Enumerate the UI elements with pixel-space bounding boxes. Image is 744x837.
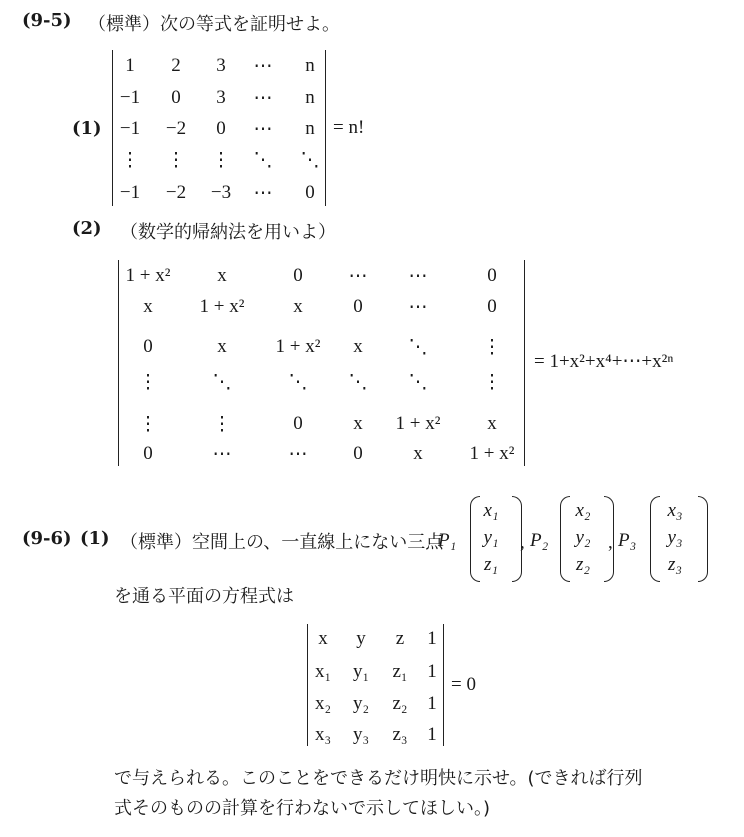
m1-entry-r1-c3: 3 [216, 55, 226, 76]
m1-entry-r4-c1: ⋮ [120, 150, 140, 171]
m3-entry-r1-c4: 1 [427, 628, 437, 649]
m2-entry-r3-c2: x [217, 336, 227, 357]
det2-right-bar [524, 260, 525, 466]
point-2-left-paren [560, 496, 570, 582]
m1-entry-r5-c3: −3 [210, 182, 232, 203]
part-1-label: (1) [72, 118, 102, 139]
m2-entry-r5-c1: ⋮ [138, 414, 158, 435]
m2-entry-r4-c4: ⋱ [348, 372, 368, 393]
problem-9-6-part-1-label: (1) [80, 528, 110, 549]
m2-entry-r5-c6: x [487, 413, 497, 434]
point-3-right-paren [698, 496, 708, 582]
m2-entry-r4-c5: ⋱ [408, 372, 428, 393]
m2-entry-r1-c4: ⋯ [348, 266, 368, 287]
det1-rhs: = n! [333, 117, 365, 138]
m3-entry-r1-c2: y [356, 628, 366, 649]
point-2-coord-1: x₂ [575, 500, 591, 521]
m2-entry-r6-c2: ⋯ [212, 444, 232, 465]
m2-entry-r2-c2: 1 + x² [199, 296, 245, 317]
m1-entry-r2-c2: 0 [171, 87, 181, 108]
m1-entry-r5-c5: 0 [305, 182, 315, 203]
m2-entry-r5-c3: 0 [293, 413, 303, 434]
problem-9-6-statement: （標準）空間上の、一直線上にない三点 [120, 532, 444, 553]
m1-entry-r3-c5: n [305, 118, 315, 139]
m2-entry-r6-c4: 0 [353, 443, 363, 464]
m3-entry-r2-c1: x₁ [314, 661, 332, 682]
m2-entry-r6-c5: x [413, 443, 423, 464]
m2-entry-r6-c6: 1 + x² [469, 443, 515, 464]
m2-entry-r6-c1: 0 [143, 443, 153, 464]
part-2-note: （数学的帰納法を用いよ） [120, 222, 336, 243]
point-2-coord-3: z₂ [576, 554, 590, 575]
point-1-coord-1: x₁ [483, 500, 499, 521]
m1-entry-r1-c5: n [305, 55, 315, 76]
det1-right-bar [325, 50, 326, 206]
det3-right-bar [443, 624, 444, 746]
m1-entry-r4-c2: ⋮ [166, 150, 186, 171]
m1-entry-r2-c5: n [305, 87, 315, 108]
point-3-coord-2: y₃ [667, 527, 683, 548]
m2-entry-r3-c3: 1 + x² [275, 336, 321, 357]
m2-entry-r2-c5: ⋯ [408, 297, 428, 318]
point-2-coord-2: y₂ [575, 527, 591, 548]
part-2-label: (2) [72, 218, 102, 239]
point-separator-2: , [520, 532, 525, 553]
problem-9-6-label: (9-6) [22, 528, 72, 549]
m1-entry-r5-c4: ⋯ [253, 183, 273, 204]
m2-entry-r4-c3: ⋱ [288, 372, 308, 393]
m1-entry-r2-c3: 3 [216, 87, 226, 108]
m1-entry-r2-c1: −1 [119, 87, 141, 108]
m3-entry-r3-c2: y₂ [352, 693, 370, 714]
m3-entry-r4-c4: 1 [427, 724, 437, 745]
det2-rhs: = 1+x²+x⁴+⋯+x²ⁿ [534, 351, 674, 372]
problem-9-5-label: (9-5) [22, 10, 72, 31]
m2-entry-r3-c6: ⋮ [482, 337, 502, 358]
m1-entry-r1-c1: 1 [125, 55, 135, 76]
point-name-1: P₁ [438, 530, 457, 551]
det3-rhs: = 0 [451, 674, 476, 695]
m3-entry-r1-c1: x [318, 628, 328, 649]
m1-entry-r1-c2: 2 [171, 55, 181, 76]
point-3-coord-3: z₃ [668, 554, 682, 575]
m2-entry-r4-c6: ⋮ [482, 372, 502, 393]
m3-entry-r4-c3: z₃ [392, 724, 408, 745]
point-3-left-paren [650, 496, 660, 582]
m2-entry-r5-c2: ⋮ [212, 414, 232, 435]
m2-entry-r1-c6: 0 [487, 265, 497, 286]
m1-entry-r3-c1: −1 [119, 118, 141, 139]
m3-entry-r1-c3: z [395, 628, 405, 649]
m3-entry-r3-c4: 1 [427, 693, 437, 714]
m1-entry-r3-c4: ⋯ [253, 119, 273, 140]
m2-entry-r5-c5: 1 + x² [395, 413, 441, 434]
m2-entry-r3-c4: x [353, 336, 363, 357]
m1-entry-r5-c1: −1 [119, 182, 141, 203]
point-1-coord-2: y₁ [483, 527, 499, 548]
m3-entry-r4-c1: x₃ [314, 724, 332, 745]
m1-entry-r2-c4: ⋯ [253, 88, 273, 109]
det2-left-bar [118, 260, 119, 466]
problem-9-6-line2: を通る平面の方程式は [114, 586, 294, 607]
point-3-coord-1: x₃ [667, 500, 683, 521]
point-name-3: P₃ [618, 530, 637, 551]
m3-entry-r2-c4: 1 [427, 661, 437, 682]
m2-entry-r3-c1: 0 [143, 336, 153, 357]
m2-entry-r2-c1: x [143, 296, 153, 317]
m3-entry-r2-c3: z₁ [392, 661, 408, 682]
m2-entry-r1-c1: 1 + x² [125, 265, 171, 286]
point-name-2: P₂ [530, 530, 549, 551]
det1-left-bar [112, 50, 113, 206]
m2-entry-r2-c4: 0 [353, 296, 363, 317]
m1-entry-r5-c2: −2 [165, 182, 187, 203]
m3-entry-r3-c3: z₂ [392, 693, 408, 714]
m2-entry-r1-c5: ⋯ [408, 266, 428, 287]
point-1-coord-3: z₁ [484, 554, 498, 575]
conclusion-line-1: で与えられる。このことをできるだけ明快に示せ。(できれば行列 [114, 768, 643, 789]
det3-left-bar [307, 624, 308, 746]
m2-entry-r1-c3: 0 [293, 265, 303, 286]
m1-entry-r4-c3: ⋮ [211, 150, 231, 171]
point-1-left-paren [470, 496, 480, 582]
m2-entry-r4-c2: ⋱ [212, 372, 232, 393]
m2-entry-r1-c2: x [217, 265, 227, 286]
conclusion-line-2: 式そのものの計算を行わないで示してほしい。) [114, 798, 491, 819]
m1-entry-r4-c4: ⋱ [253, 150, 273, 171]
m2-entry-r6-c3: ⋯ [288, 444, 308, 465]
m2-entry-r3-c5: ⋱ [408, 337, 428, 358]
m1-entry-r3-c3: 0 [216, 118, 226, 139]
point-separator-3: , [608, 532, 613, 553]
problem-9-5-statement: （標準）次の等式を証明せよ。 [88, 14, 340, 35]
m3-entry-r2-c2: y₁ [352, 661, 370, 682]
m2-entry-r5-c4: x [353, 413, 363, 434]
m3-entry-r3-c1: x₂ [314, 693, 332, 714]
m2-entry-r2-c3: x [293, 296, 303, 317]
m2-entry-r4-c1: ⋮ [138, 372, 158, 393]
m1-entry-r1-c4: ⋯ [253, 56, 273, 77]
m1-entry-r3-c2: −2 [165, 118, 187, 139]
m2-entry-r2-c6: 0 [487, 296, 497, 317]
m3-entry-r4-c2: y₃ [352, 724, 370, 745]
m1-entry-r4-c5: ⋱ [300, 150, 320, 171]
